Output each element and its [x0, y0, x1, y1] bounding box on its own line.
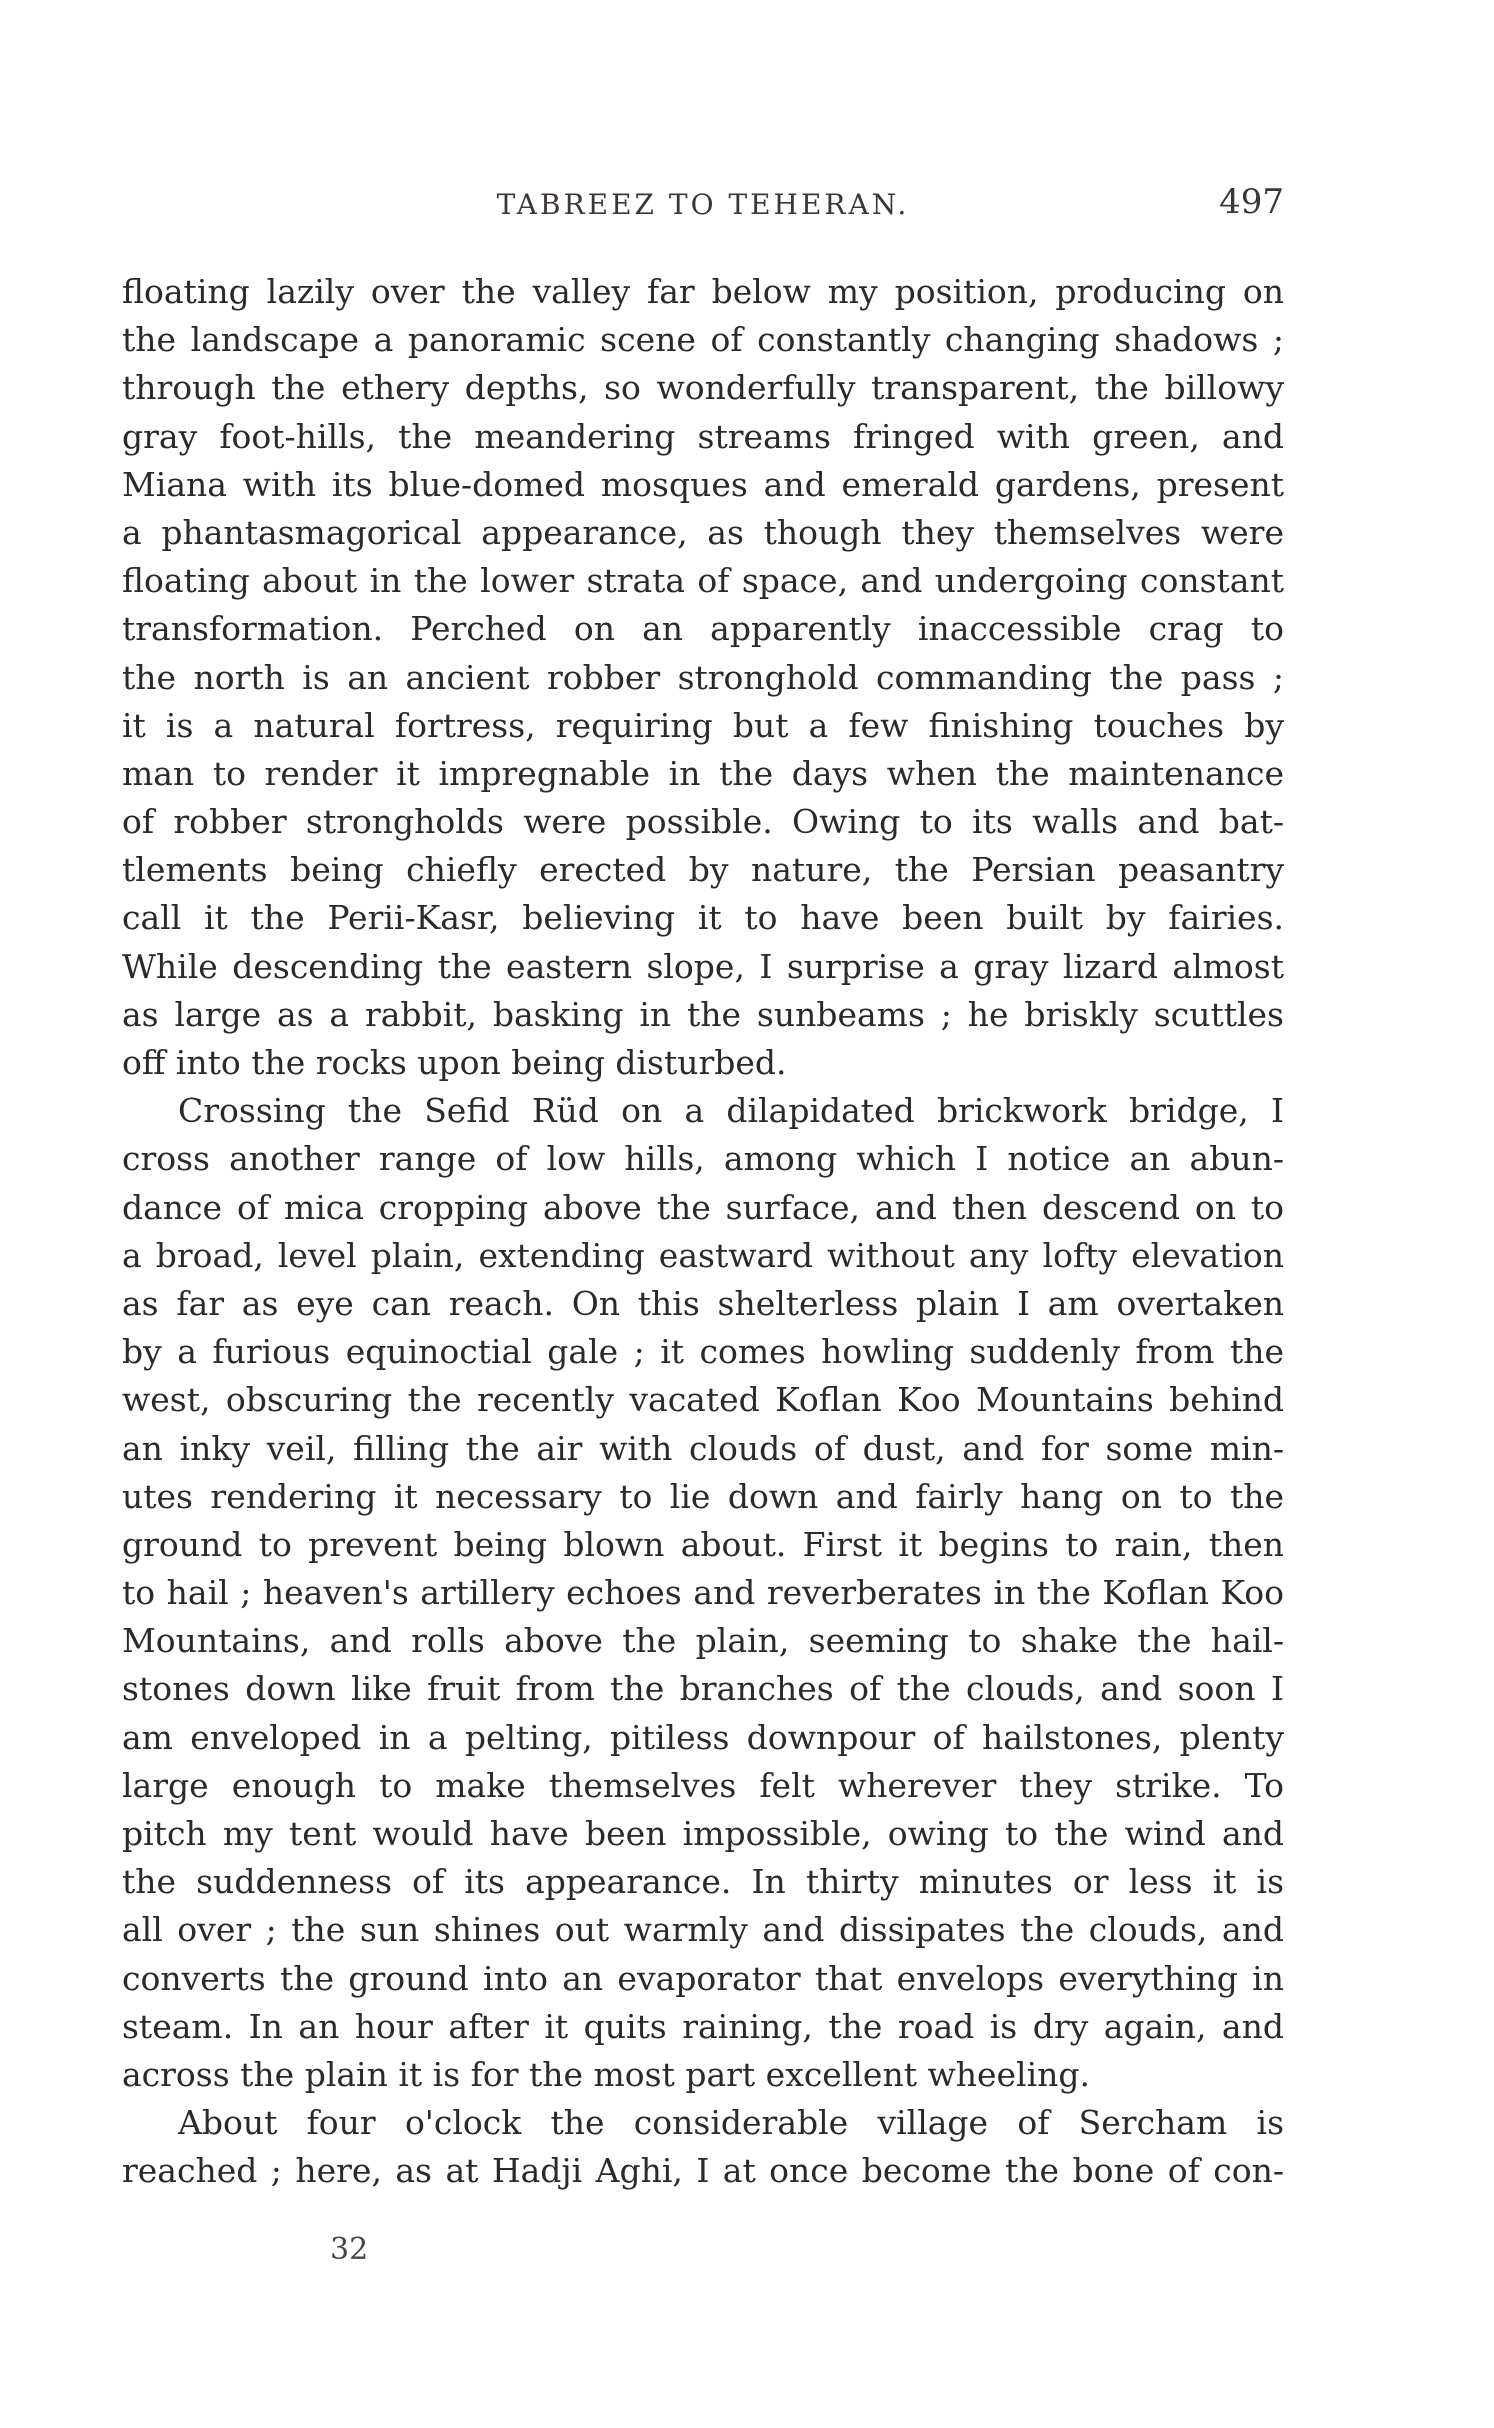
text-line: as far as eye can reach. On this shelterless plain I am overtaken [122, 1283, 1284, 1323]
page-number: 497 [1219, 182, 1284, 222]
text-line: west, obscuring the recently vacated Koflan Koo Mountains behind [122, 1380, 1284, 1420]
text-line: off into the rocks upon being disturbed. [122, 1043, 787, 1082]
text-line: transformation. Perched on an apparently inaccessible crag to [122, 609, 1284, 649]
text-line: to hail ; heaven's artillery echoes and reverberates in the Koflan Koo [122, 1573, 1284, 1613]
text-line: man to render it impregnable in the days when the maintenance [122, 753, 1284, 793]
text-line: cross another range of low hills, among which I notice an abun- [122, 1139, 1284, 1179]
text-line: Miana with its blue-domed mosques and emerald gardens, present [122, 464, 1284, 504]
running-title: TABREEZ TO TEHERAN. [496, 188, 910, 221]
text-line: the suddenness of its appearance. In thirty minutes or less it is [122, 1862, 1284, 1902]
text-line: reached ; here, as at Hadji Aghi, I at once become the bone of con- [122, 2151, 1284, 2191]
text-line: am enveloped in a pelting, pitiless downpour of hailstones, plenty [122, 1717, 1284, 1757]
text-line: a broad, level plain, extending eastward without any lofty elevation [122, 1235, 1284, 1275]
text-line: utes rendering it necessary to lie down and fairly hang on to the [122, 1476, 1284, 1516]
text-line: through the ethery depths, so wonderfully transparent, the billowy [122, 368, 1284, 408]
running-head [122, 182, 1284, 232]
text-line: tlements being chiefly erected by nature, the Persian peasantry [122, 850, 1284, 890]
text-line: Mountains, and rolls above the plain, seeming to shake the hail- [122, 1621, 1284, 1661]
text-line: stones down like fruit from the branches of the clouds, and soon I [122, 1669, 1284, 1709]
text-line: large enough to make themselves felt wherever they strike. To [122, 1765, 1284, 1805]
text-line: steam. In an hour after it quits raining, the road is dry again, and [122, 2006, 1284, 2046]
text-line: While descending the eastern slope, I surprise a gray lizard almost [122, 946, 1284, 986]
text-line: gray foot-hills, the meandering streams fringed with green, and [122, 416, 1284, 456]
text-line: of robber strongholds were possible. Owing to its walls and bat- [122, 802, 1284, 842]
text-line: the north is an ancient robber stronghold commanding the pass ; [122, 657, 1284, 697]
text-line: floating about in the lower strata of space, and undergoing constant [122, 561, 1284, 601]
text-line: it is a natural fortress, requiring but a few finishing touches by [122, 705, 1284, 745]
text-line: Crossing the Sefid Rüd on a dilapidated brickwork bridge, I [178, 1091, 1284, 1131]
text-line: converts the ground into an evaporator that envelops everything in [122, 1958, 1284, 1998]
text-line: an inky veil, filling the air with clouds of dust, and for some min- [122, 1428, 1284, 1468]
text-line: across the plain it is for the most part excellent wheeling. [122, 2054, 1091, 2094]
text-line: dance of mica cropping above the surface, and then descend on to [122, 1187, 1284, 1227]
body-text [122, 268, 1284, 2196]
text-line: by a furious equinoctial gale ; it comes howling suddenly from the [122, 1332, 1284, 1372]
text-line: About four o'clock the considerable village of Sercham is [178, 2103, 1284, 2143]
text-line: all over ; the sun shines out warmly and dissipates the clouds, and [122, 1910, 1284, 1950]
text-line: the landscape a panoramic scene of constantly changing shadows ; [122, 320, 1284, 360]
text-line: pitch my tent would have been impossible, owing to the wind and [122, 1814, 1284, 1853]
text-line: a phantasmagorical appearance, as though they themselves were [122, 512, 1284, 552]
text-line: ground to prevent being blown about. First it begins to rain, then [122, 1524, 1284, 1564]
text-line: as large as a rabbit, basking in the sunbeams ; he briskly scuttles [122, 994, 1284, 1034]
signature-mark: 32 [330, 2232, 369, 2267]
text-line: floating lazily over the valley far below my position, producing on [122, 272, 1284, 311]
text-line: call it the Perii-Kasr, believing it to have been built by fairies. [122, 898, 1284, 938]
